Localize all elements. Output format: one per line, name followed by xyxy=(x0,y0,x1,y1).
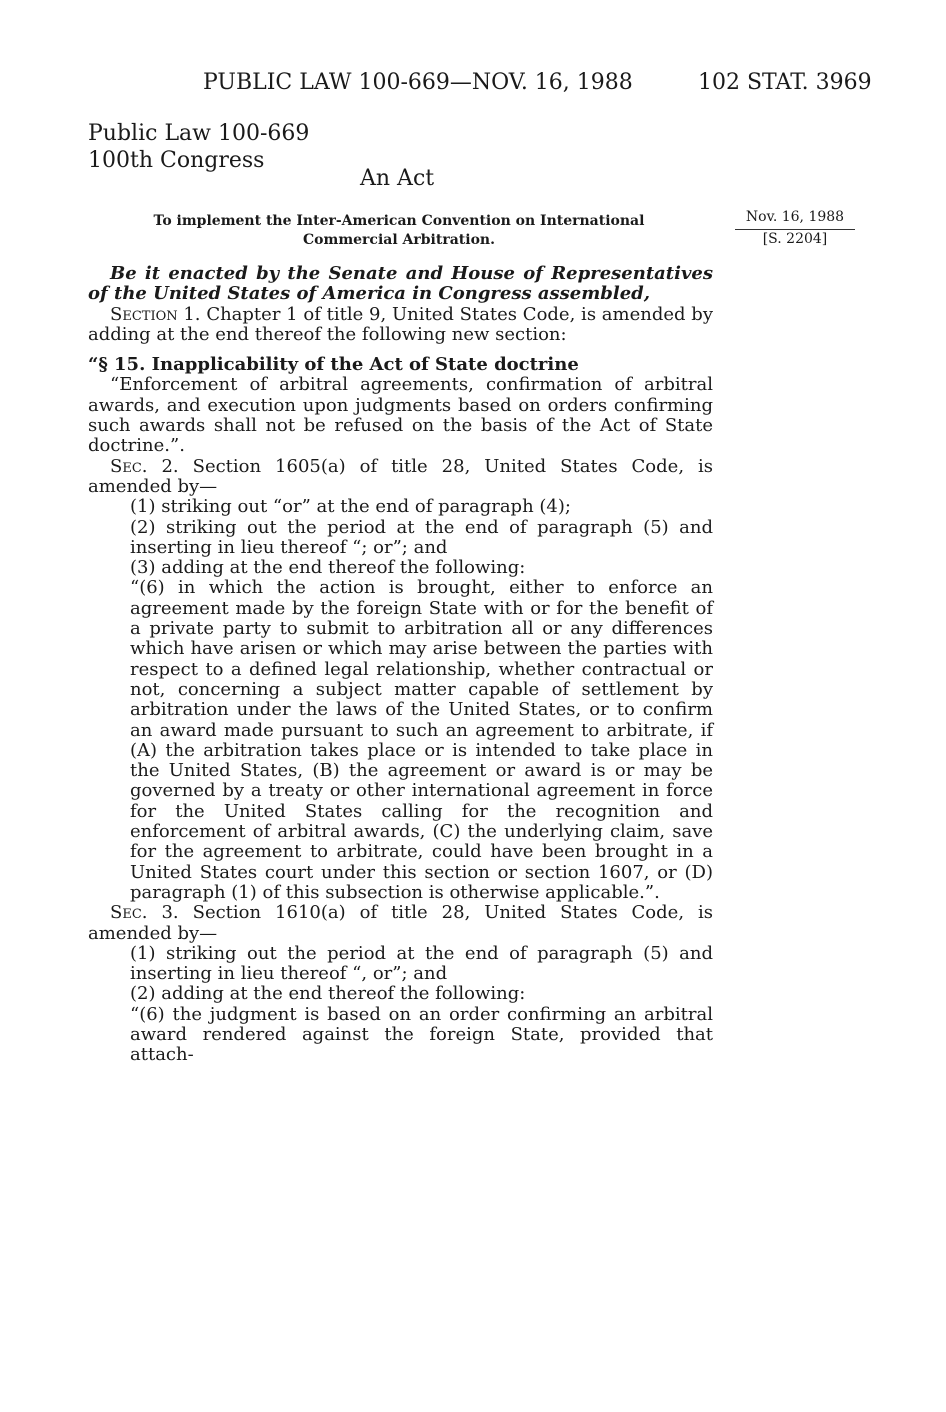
section-3-text: Section 1610(a) of title 28, United States Code, is amended by— xyxy=(88,902,713,944)
section-1 xyxy=(88,305,713,346)
section-2-item: (2) striking out the period at the end of paragraph (5) and inserting in lieu thereof “; or”; and xyxy=(130,516,713,558)
section-2-item: “(6) in which the action is brought, either to enforce an agreement made by the foreign State with or for the benefit of a private party to submit to arbitration all or any differences which have arisen or which may arise between the parties with respect to a defined legal relationship, whether contractual or not, concerning a subject matter capable of settlement by arbitration under the laws of the United States, or to confirm an award made pursuant to such an agreement to arbitrate, if (A) the arbitration takes place or is intended to take place in the United States, (B) the agreement or award is or may be governed by a treaty or other international agreement in force for the United States calling for the recognition and enforcement of arbitral awards, (C) the underlying claim, save for the agreement to arbitrate, could have been brought in a United States court under this section or section 1607, or (D) paragraph (1) of this subsection is otherwise applicable.”. xyxy=(130,577,713,903)
section-2-text: Section 1605(a) of title 28, United States Code, is amended by— xyxy=(88,455,713,497)
margin-note xyxy=(735,208,855,249)
section-1-label: Section 1. xyxy=(110,303,201,325)
margin-bill-number: [S. 2204] xyxy=(762,231,828,247)
section-2-label: Sec. 2. xyxy=(110,455,179,477)
new-section-heading: “§ 15. Inapplicability of the Act of State doctrine xyxy=(88,354,579,376)
stat-citation: 102 STAT. 3969 xyxy=(698,70,872,95)
act-purpose: To implement the Inter-American Convention on International Commercial Arbitration. xyxy=(153,213,645,248)
section-3 xyxy=(88,903,713,944)
section-2-item: (1) striking out “or” at the end of paragraph (4); xyxy=(130,496,571,518)
section-2 xyxy=(88,457,713,498)
law-identification xyxy=(88,120,309,174)
section-3-item: “(6) the judgment is based on an order confirming an arbitral award rendered against the foreign State, provided that attach- xyxy=(130,1003,713,1066)
section-3-label: Sec. 3. xyxy=(110,902,179,924)
section-2-item: (3) adding at the end thereof the following: xyxy=(130,557,526,579)
act-heading: An Act xyxy=(360,166,435,191)
public-law-number: Public Law 100-669 xyxy=(88,121,310,146)
section-1-text: Chapter 1 of title 9, United States Code, is amended by adding at the end thereof the following new section: xyxy=(88,303,713,345)
running-header-title: PUBLIC LAW 100-669—NOV. 16, 1988 xyxy=(203,70,633,95)
margin-date: Nov. 16, 1988 xyxy=(735,208,855,230)
new-section-text: “Enforcement of arbitral agreements, confirmation of arbitral awards, and execution upon judgments based on orders confirming such awards shall not be refused on the basis of the Act of State doctrine.”. xyxy=(88,374,713,457)
enacting-clause: Be it enacted by the Senate and House of Representatives of the United States of America in Congress assembled, xyxy=(88,263,713,305)
congress-label: 100th Congress xyxy=(88,148,265,173)
section-3-item: (2) adding at the end thereof the following: xyxy=(130,983,526,1005)
law-body xyxy=(88,264,713,1066)
section-3-item: (1) striking out the period at the end of paragraph (5) and inserting in lieu thereof “, or”; and xyxy=(130,942,713,985)
